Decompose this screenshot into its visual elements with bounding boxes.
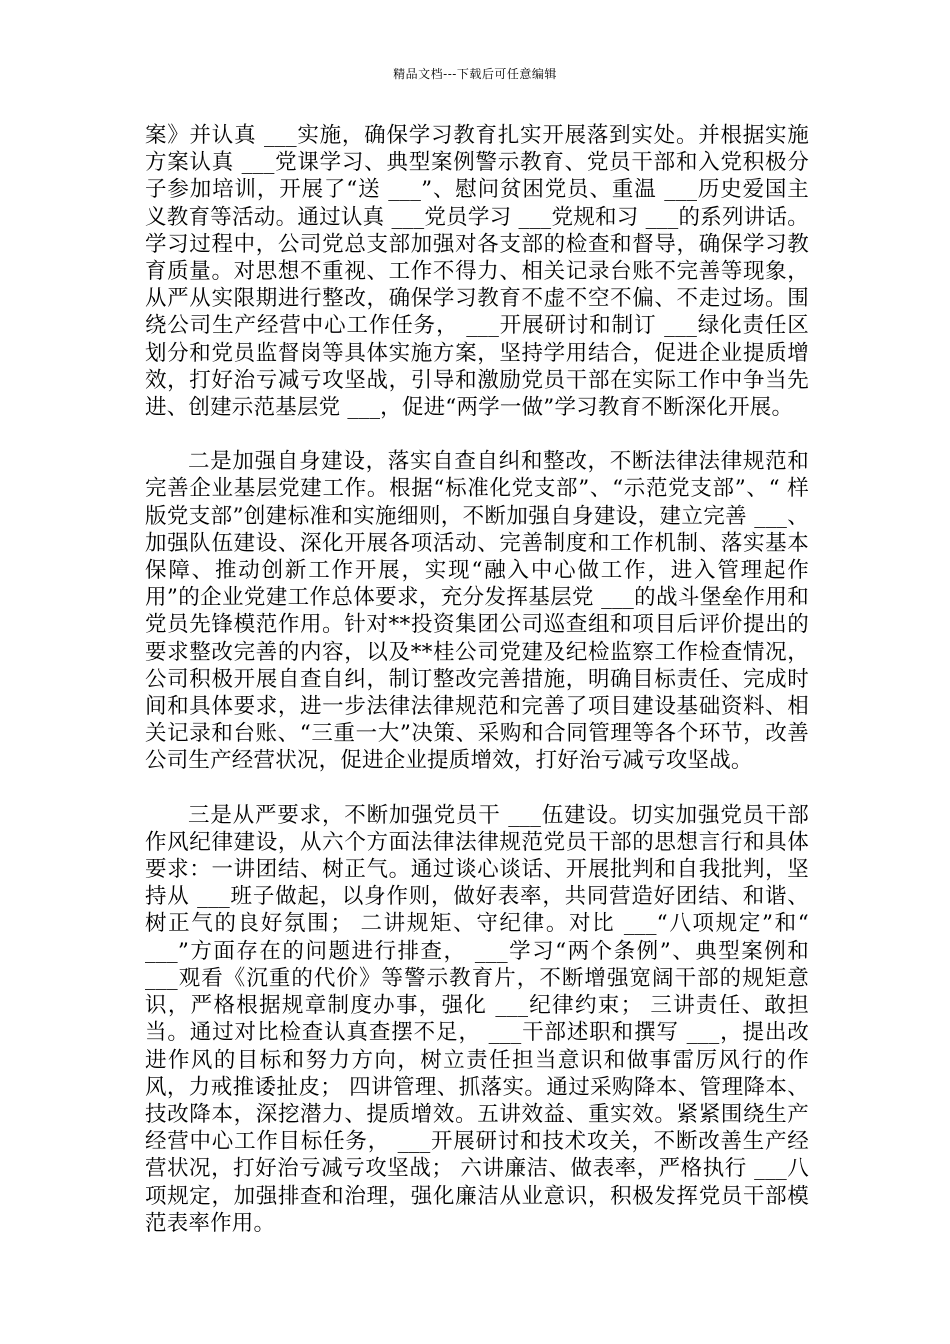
paragraph-gap [145, 421, 809, 448]
paragraph-1: 案》并认真 ___实施，确保学习教育扎实开展落到实处。并根据实施方案认真 ___党课学习、典型案例警示教育、党员干部和入党积极分子参加培训，开展了“送 ___”、慰问贫困党员、重温 ___历史爱国主义教育等活动。通过认真 ___党员学习 ___党规和习 ___的系列讲话。学习过程中，公司党总支部加强对各支部的检查和督导，确保学习教育质量。对思想不重视、工作不得力、相关记录台账不完善等现象，从严从实限期进行整改，确保学习教育不虚不空不偏、不走过场。围绕公司生产经营中心工作任务， ___开展研讨和制订 ___绿化责任区划分和党员监督岗等具体实施方案，坚持学用结合，促进企业提质增效，打好治亏减亏攻坚战，引导和激励党员干部在实际工作中争当先进、创建示范基层党 ___，促进“两学一做”学习教育不断深化开展。 [145, 123, 809, 421]
paragraph-gap [145, 775, 809, 802]
paragraph-2: 二是加强自身建设，落实自查自纠和整改，不断法律法律规范和完善企业基层党建工作。根据“标准化党支部”、“示范党支部”、“ 样版党支部”创建标准和实施细则，不断加强自身建设，建立完善 ___、加强队伍建设、深化开展各项活动、完善制度和工作机制、落实基本保障、推动创新工作开展，实现“融入中心做工作，进入管理起作用”的企业党建工作总体要求，充分发挥基层党 ___的战斗堡垒作用和党员先锋模范作用。针对**投资集团公司巡查组和项目后评价提出的要求整改完善的内容，以及**桂公司党建及纪检监察工作检查情况，公司积极开展自查自纠，制订整改完善措施，明确目标责任、完成时间和具体要求，进一步法律法律规范和完善了项目建设基础资料、相关记录和台账、“三重一大”决策、采购和合同管理等各个环节，改善公司生产经营状况，促进企业提质增效，打好治亏减亏攻坚战。 [145, 449, 809, 774]
document-body [145, 122, 809, 1237]
paragraph-3: 三是从严要求，不断加强党员干 ___伍建设。切实加强党员干部作风纪律建设，从六个方面法律法律规范党员干部的思想言行和具体要求：一讲团结、树正气。通过谈心谈话、开展批判和自我批判，坚持从 ___班子做起，以身作则，做好表率，共同营造好团结、和谐、树正气的良好氛围； 二讲规矩、守纪律。对比 ___“八项规定”和“ ___”方面存在的问题进行排查， ___学习“两个条例”、典型案例和 ___观看《沉重的代价》等警示教育片，不断增强宽阔干部的规矩意识，严格根据规章制度办事，强化 ___纪律约束； 三讲责任、敢担当。通过对比检查认真查摆不足， ___干部述职和撰写 ___，提出改进作风的目标和努力方向，树立责任担当意识和做事雷厉风行的作风，力戒推诿扯皮； 四讲管理、抓落实。通过采购降本、管理降本、技改降本，深挖潜力、提质增效。五讲效益、重实效。紧紧围绕生产经营中心工作目标任务， ___开展研讨和技术攻关，不断改善生产经营状况，打好治亏减亏攻坚战； 六讲廉洁、做表率，严格执行 ___八项规定，加强排查和治理，强化廉洁从业意识，积极发挥党员干部模范表率作用。 [145, 802, 809, 1236]
page-header: 精品文档---下载后可任意编辑 [393, 67, 557, 81]
